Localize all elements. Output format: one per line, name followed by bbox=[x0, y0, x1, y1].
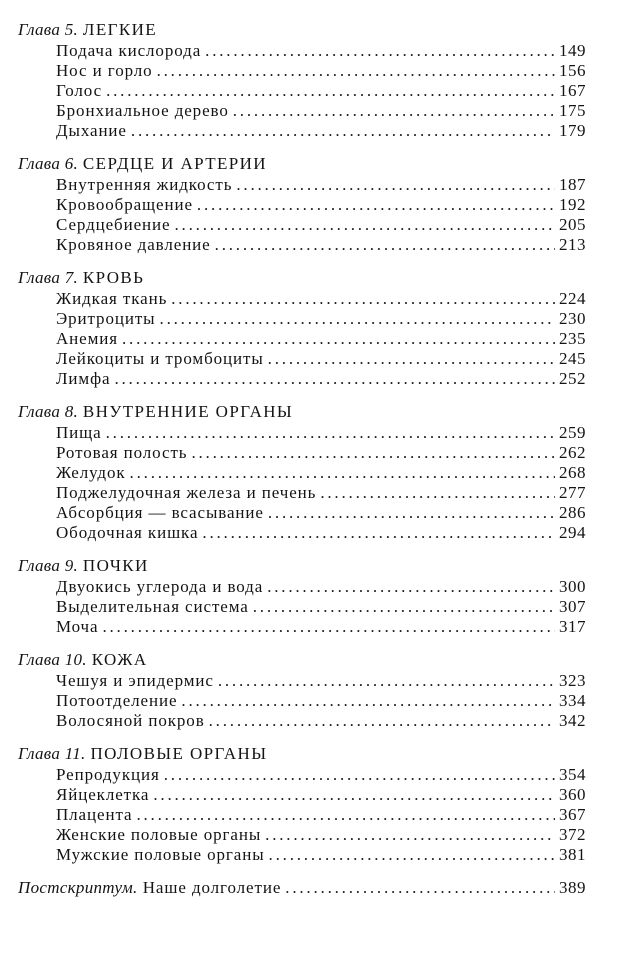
chapter-block bbox=[18, 20, 586, 141]
entry-page-number: 334 bbox=[559, 691, 586, 710]
toc-entry bbox=[18, 597, 586, 617]
dot-leader bbox=[181, 691, 555, 711]
dot-leader bbox=[157, 61, 555, 81]
toc-entry bbox=[18, 309, 586, 329]
chapter-list bbox=[18, 20, 586, 865]
dot-leader bbox=[268, 349, 555, 369]
entry-title: Кровообращение bbox=[56, 195, 193, 214]
entry-title: Яйцеклетка bbox=[56, 785, 150, 804]
toc-entry bbox=[18, 61, 586, 81]
toc-entry bbox=[18, 215, 586, 235]
entry-title: Женские половые органы bbox=[56, 825, 262, 844]
entry-title: Голос bbox=[56, 81, 103, 100]
chapter-label: Глава 5. bbox=[18, 20, 79, 39]
toc-entry bbox=[18, 235, 586, 255]
entry-page-number: 252 bbox=[559, 369, 586, 388]
entry-title: Чешуя и эпидермис bbox=[56, 671, 214, 690]
entry-title: Ротовая полость bbox=[56, 443, 188, 462]
dot-leader bbox=[131, 121, 555, 141]
chapter-block bbox=[18, 556, 586, 637]
postscript-page-number: 389 bbox=[559, 878, 586, 897]
dot-leader bbox=[205, 41, 555, 61]
dot-leader bbox=[122, 329, 555, 349]
dot-leader bbox=[202, 523, 555, 543]
entry-title: Плацента bbox=[56, 805, 133, 824]
chapter-heading bbox=[18, 154, 586, 175]
entry-title: Дыхание bbox=[56, 121, 127, 140]
chapter-label: Глава 8. bbox=[18, 402, 79, 421]
chapter-block bbox=[18, 744, 586, 865]
dot-leader bbox=[218, 671, 555, 691]
chapter-title: КРОВЬ bbox=[82, 268, 145, 287]
chapter-heading bbox=[18, 744, 586, 765]
dot-leader bbox=[171, 289, 555, 309]
entry-page-number: 381 bbox=[559, 845, 586, 864]
dot-leader bbox=[106, 81, 555, 101]
toc-entry bbox=[18, 577, 586, 597]
toc-entry bbox=[18, 523, 586, 543]
toc-entry bbox=[18, 671, 586, 691]
entry-page-number: 367 bbox=[559, 805, 586, 824]
toc-entry bbox=[18, 175, 586, 195]
entry-page-number: 317 bbox=[559, 617, 586, 636]
toc-entry bbox=[18, 805, 586, 825]
dot-leader bbox=[164, 765, 555, 785]
entry-page-number: 179 bbox=[559, 121, 586, 140]
chapter-title: ВНУТРЕННИЕ ОРГАНЫ bbox=[82, 402, 294, 421]
entry-title: Нос и горло bbox=[56, 61, 153, 80]
entry-page-number: 213 bbox=[559, 235, 586, 254]
chapter-label: Глава 10. bbox=[18, 650, 87, 669]
entry-title: Выделительная система bbox=[56, 597, 249, 616]
toc-entry bbox=[18, 289, 586, 309]
entry-title: Репродукция bbox=[56, 765, 160, 784]
entry-title: Бронхиальное дерево bbox=[56, 101, 229, 120]
entry-page-number: 372 bbox=[559, 825, 586, 844]
dot-leader bbox=[236, 175, 555, 195]
entry-page-number: 156 bbox=[559, 61, 586, 80]
entry-page-number: 205 bbox=[559, 215, 586, 234]
entry-page-number: 187 bbox=[559, 175, 586, 194]
entry-page-number: 286 bbox=[559, 503, 586, 522]
dot-leader bbox=[130, 463, 555, 483]
chapter-block bbox=[18, 402, 586, 543]
entry-title: Жидкая ткань bbox=[56, 289, 168, 308]
toc-entry bbox=[18, 845, 586, 865]
entry-page-number: 224 bbox=[559, 289, 586, 308]
dot-leader bbox=[191, 443, 555, 463]
chapter-heading bbox=[18, 650, 586, 671]
entry-title: Сердцебиение bbox=[56, 215, 171, 234]
entry-page-number: 167 bbox=[559, 81, 586, 100]
dot-leader bbox=[233, 101, 555, 121]
toc-entry bbox=[18, 369, 586, 389]
postscript-entry bbox=[18, 878, 586, 898]
chapter-heading bbox=[18, 268, 586, 289]
entry-page-number: 354 bbox=[559, 765, 586, 784]
toc-entry bbox=[18, 825, 586, 845]
dot-leader bbox=[106, 423, 555, 443]
entry-page-number: 294 bbox=[559, 523, 586, 542]
toc-entry bbox=[18, 785, 586, 805]
dot-leader bbox=[197, 195, 555, 215]
entry-page-number: 307 bbox=[559, 597, 586, 616]
toc-entry bbox=[18, 423, 586, 443]
entry-page-number: 192 bbox=[559, 195, 586, 214]
chapter-label: Глава 9. bbox=[18, 556, 79, 575]
toc-entry bbox=[18, 443, 586, 463]
dot-leader bbox=[209, 711, 555, 731]
dot-leader bbox=[268, 503, 555, 523]
chapter-title: СЕРДЦЕ И АРТЕРИИ bbox=[82, 154, 267, 173]
postscript-label: Постскриптум. bbox=[18, 878, 138, 897]
entry-title: Поджелудочная железа и печень bbox=[56, 483, 317, 502]
entry-page-number: 268 bbox=[559, 463, 586, 482]
entry-title: Потоотделение bbox=[56, 691, 178, 710]
entry-page-number: 175 bbox=[559, 101, 586, 120]
entry-page-number: 300 bbox=[559, 577, 586, 596]
entry-page-number: 277 bbox=[559, 483, 586, 502]
dot-leader bbox=[320, 483, 555, 503]
chapter-title: ПОЧКИ bbox=[82, 556, 149, 575]
chapter-block bbox=[18, 268, 586, 389]
entry-title: Эритроциты bbox=[56, 309, 156, 328]
entry-page-number: 342 bbox=[559, 711, 586, 730]
chapter-title: КОЖА bbox=[91, 650, 148, 669]
entry-page-number: 149 bbox=[559, 41, 586, 60]
toc-entry bbox=[18, 195, 586, 215]
dot-leader bbox=[285, 878, 555, 898]
toc-entry bbox=[18, 329, 586, 349]
toc-entry bbox=[18, 765, 586, 785]
dot-leader bbox=[175, 215, 556, 235]
dot-leader bbox=[114, 369, 555, 389]
entry-title: Ободочная кишка bbox=[56, 523, 199, 542]
chapter-block bbox=[18, 650, 586, 731]
entry-title: Подача кислорода bbox=[56, 41, 202, 60]
toc-entry bbox=[18, 617, 586, 637]
chapter-heading bbox=[18, 556, 586, 577]
entry-title: Пища bbox=[56, 423, 102, 442]
dot-leader bbox=[253, 597, 555, 617]
entry-title: Двуокись углерода и вода bbox=[56, 577, 264, 596]
entry-title: Моча bbox=[56, 617, 99, 636]
toc-entry bbox=[18, 349, 586, 369]
dot-leader bbox=[265, 825, 555, 845]
entry-title: Внутренняя жидкость bbox=[56, 175, 233, 194]
postscript-title-line bbox=[18, 878, 281, 898]
toc-entry bbox=[18, 463, 586, 483]
toc-entry bbox=[18, 121, 586, 141]
entry-title: Желудок bbox=[56, 463, 126, 482]
toc-entry bbox=[18, 101, 586, 121]
toc-entry bbox=[18, 81, 586, 101]
dot-leader bbox=[102, 617, 555, 637]
chapter-label: Глава 7. bbox=[18, 268, 79, 287]
chapter-block bbox=[18, 154, 586, 255]
entry-title: Анемия bbox=[56, 329, 118, 348]
dot-leader bbox=[160, 309, 555, 329]
entry-title: Лейкоциты и тромбоциты bbox=[56, 349, 264, 368]
chapter-label: Глава 11. bbox=[18, 744, 86, 763]
entry-page-number: 323 bbox=[559, 671, 586, 690]
entry-page-number: 245 bbox=[559, 349, 586, 368]
chapter-title: ЛЕГКИЕ bbox=[82, 20, 158, 39]
entry-title: Мужские половые органы bbox=[56, 845, 265, 864]
chapter-label: Глава 6. bbox=[18, 154, 79, 173]
dot-leader bbox=[269, 845, 555, 865]
dot-leader bbox=[153, 785, 555, 805]
toc-entry bbox=[18, 41, 586, 61]
entry-page-number: 235 bbox=[559, 329, 586, 348]
entry-page-number: 230 bbox=[559, 309, 586, 328]
toc-entry bbox=[18, 691, 586, 711]
toc-entry bbox=[18, 483, 586, 503]
chapter-heading bbox=[18, 20, 586, 41]
chapter-title: ПОЛОВЫЕ ОРГАНЫ bbox=[90, 744, 268, 763]
entry-title: Абсорбция — всасывание bbox=[56, 503, 264, 522]
postscript-title: Наше долголетие bbox=[142, 878, 282, 897]
entry-page-number: 360 bbox=[559, 785, 586, 804]
entry-page-number: 259 bbox=[559, 423, 586, 442]
dot-leader bbox=[267, 577, 555, 597]
entry-page-number: 262 bbox=[559, 443, 586, 462]
entry-title: Волосяной покров bbox=[56, 711, 205, 730]
toc-entry bbox=[18, 503, 586, 523]
entry-title: Лимфа bbox=[56, 369, 111, 388]
toc-entry bbox=[18, 711, 586, 731]
dot-leader bbox=[215, 235, 555, 255]
entry-title: Кровяное давление bbox=[56, 235, 211, 254]
chapter-heading bbox=[18, 402, 586, 423]
dot-leader bbox=[136, 805, 555, 825]
